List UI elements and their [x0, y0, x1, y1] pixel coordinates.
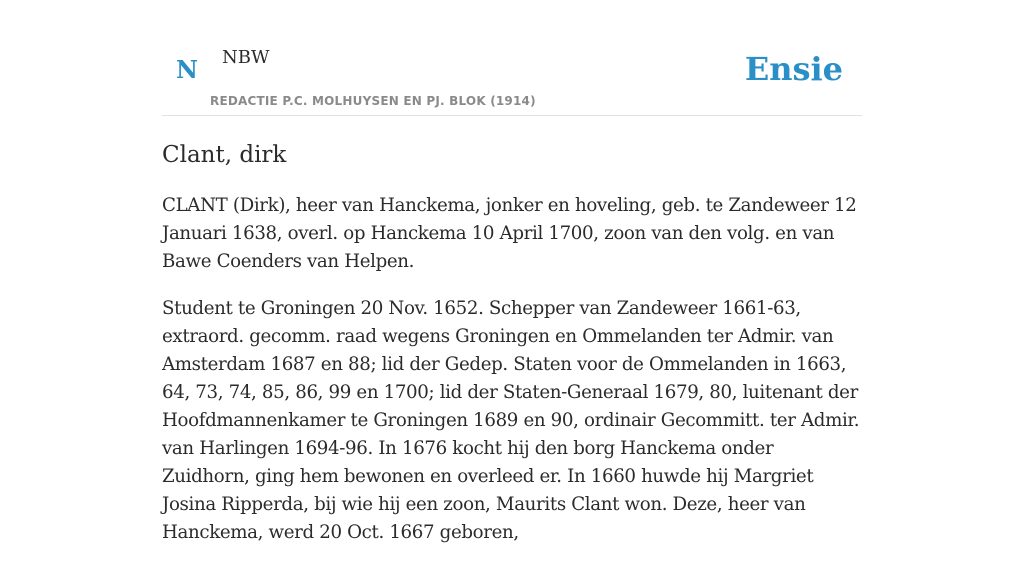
source-editors: REDACTIE P.C. MOLHUYSEN EN PJ. BLOK (1914) — [210, 94, 536, 108]
article-body — [162, 192, 862, 566]
source-name[interactable]: NBW — [222, 47, 270, 68]
page — [162, 0, 862, 543]
article-paragraph: CLANT (Dirk), heer van Hanckema, jonker en hoveling, geb. te Zandeweer 12 Januari 1638, overl. op Hanckema 10 April 1700, zoon van den volg. en van Bawe Coenders van Helpen. — [162, 195, 857, 272]
header — [162, 0, 862, 116]
brand-logo[interactable]: Ensie — [744, 50, 843, 88]
source-logo-icon[interactable]: N — [176, 55, 198, 84]
article-paragraph: Student te Groningen 20 Nov. 1652. Schepper van Zandeweer 1661-63, extraord. gecomm. raad wegens Groningen en Ommelanden ter Admir. van Amsterdam 1687 en 88; lid der Gedep. Staten voor de Ommelanden in 1663, 64, 73, 74, 85, 86, 99 en 1700; lid der Staten-Generaal 1679, 80, luitenant der Hoofdmannenkamer te Groningen 1689 en 90, ordinair Gecommitt. ter Admir. van Harlingen 1694-96. In 1676 kocht hij den borg Hanckema onder Zuidhorn, ging hem bewonen en overleed er. In 1660 huwde hij Margriet Josina Ripperda, bij wie hij een zoon, Maurits Clant won. Deze, heer van Hanckema, werd 20 Oct. 1667 geboren, — [162, 298, 860, 543]
article-title: Clant, dirk — [162, 142, 287, 168]
